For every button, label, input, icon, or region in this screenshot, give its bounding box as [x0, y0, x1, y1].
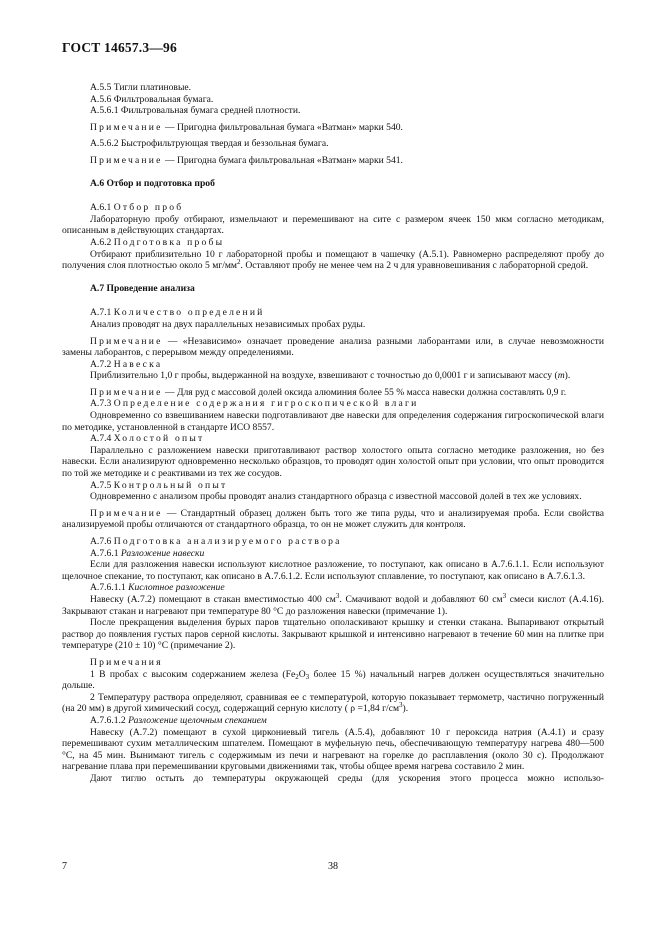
heading-a7-4: А.7.4 Холостой опыт	[90, 433, 205, 445]
item-a5-6-2: А.5.6.2 Быстрофильтрующая твердая и беззольная бумага.	[90, 138, 329, 150]
heading-a7-6-1: А.7.6.1 Разложение навески	[90, 547, 205, 559]
heading-a7-1: А.7.1 Количество определений	[90, 307, 265, 319]
item-a5-6: А.5.6 Фильтровальная бумага.	[90, 93, 214, 105]
note-a7-5: Примечание — Стандартный образец должен быть того же типа руды, что и анализируемая проба. Если свойства анализируемой пробы отличаются от стандартного образца, то он не может служить для контроля.	[62, 507, 604, 531]
note-a7-1: Примечание — «Независимо» означает проведение анализа разными лаборантами или, в случае невозможности замены лаборантов, с перерывом между определениями.	[62, 335, 604, 359]
notes-heading: Примечания	[90, 656, 163, 668]
heading-a7-6-1-2: А.7.6.1.2 Разложение щелочным спеканием	[90, 714, 267, 726]
text-a7-1: Анализ проводят на двух параллельных независимых пробах руды.	[90, 318, 366, 330]
heading-a7-3: А.7.3 Определение содержания гигроскопической влаги	[90, 398, 419, 410]
document-page	[62, 40, 604, 784]
note-label: Примечание	[90, 507, 163, 519]
footer-left-number: 7	[62, 861, 67, 872]
text-a7-6-1: Если для разложения навески используют кислотное разложение, то поступают, как описано в А.7.6.1.1. Если используют щелочное спекание, то поступают, как описано в А.7.6.1.2. Если используют сплавление, то поступают, как описано в А.7.6.1.3.	[62, 559, 604, 582]
note-label: Примечание	[90, 121, 163, 133]
note-label: Примечание	[90, 335, 163, 347]
text-a7-4: Параллельно с разложением навески приготавливают раствор холостого опыта согласно методике разложения, но без навески. Если анализируют одновременно несколько образцов, то проводят один холостой опыт при условии, что опыт проводится по той же методике и с реактивами из тех же сосудов.	[62, 444, 604, 480]
heading-a6-2: А.6.2 Подготовка пробы	[90, 236, 225, 248]
text-a7-6-1-2-p2: Дают тиглю остыть до температуры окружающей среды (для ускорения этого процесса можно использо-	[90, 772, 604, 784]
text-a7-2: Приблизительно 1,0 г пробы, выдержанной на воздухе, взвешивают с точностью до 0,0001 г и записывают массу (m).	[90, 370, 571, 382]
item-a5-6-1: А.5.6.1 Фильтровальная бумага средней плотности.	[90, 105, 301, 117]
note-label: Примечание	[90, 386, 163, 398]
text-a7-6-1-1-p2: После прекращения выделения бурых паров тщательно ополаскивают крышку и стенки стакана. Выпаривают открытый раствор до появления густых паров серной кислоты. Закрывают крышкой и интенсивно нагревают в течение 60 мин на плитке при температуре (210 ± 10) °С (примечание 2).	[62, 617, 604, 652]
heading-a7-6-1-1: А.7.6.1.1 Кислотное разложение	[90, 582, 225, 594]
heading-a7-2: А.7.2 Навеска	[90, 358, 163, 370]
heading-a6-1: А.6.1 Отбор проб	[90, 202, 184, 214]
section-a7-title: А.7 Проведение анализа	[90, 282, 195, 294]
note-a5-6-2: Примечание — Пригодна бумага фильтровальная «Ватман» марки 541.	[90, 154, 403, 166]
text-a6-1: Лабораторную пробу отбирают, измельчают и перемешивают на сите с размером ячеек 150 мкм согласно методикам, описанным в действующих стандартах.	[62, 213, 604, 237]
text-a7-6-1-2-p1: Навеску (А.7.2) помещают в сухой циркониевый тигель (А.5.4), добавляют 10 г пероксида натрия (А.4.1) и сразу перемешивают сухим металлическим шпателем. Помещают в муфельную печь, обеспечивающую температуру нагрева 480—500 °С, на 45 мин. Вынимают тигель с содержимым из печи и нагревают на горелке до расплавления (около 30 с). Продолжают нагревание плава при перемешивании круговыми движениями так, чтобы общее время нагрева составило 2 мин.	[62, 726, 604, 773]
note-1: 1 В пробах с высоким содержанием железа ($Fe_2O_3$ более 15 %) начальный нагрев должен осуществляться значительно дольше.	[62, 668, 604, 692]
page-number: 38	[328, 861, 338, 872]
item-a5-5: А.5.5 Тигли платиновые.	[90, 82, 192, 93]
standard-header: ГОСТ 14657.3—96	[62, 40, 177, 55]
text-a7-5: Одновременно с анализом пробы проводят анализ стандартного образца с известной массовой долей в тех же условиях.	[90, 491, 582, 503]
note-label: Примечание	[90, 154, 163, 166]
note-a7-2: Примечание — Для руд с массовой долей оксида алюминия более 55 % масса навески должна составлять 0,9 г.	[90, 386, 567, 398]
text-a7-6-1-1-p1: Навеску (А.7.2) помещают в стакан вместимостью 400 $см^3$. Смачивают водой и добавляют 60 $см^3$ смеси кислот (А.4.16). Закрывают стакан и нагревают при температуре 80 °С до разложения навески (примечание 1).	[62, 591, 605, 617]
section-a6-title: А.6 Отбор и подготовка проб	[90, 177, 215, 189]
text-a6-2: Отбирают приблизительно 10 г лабораторной пробы и помещают в чашечку (А.5.1). Равномерно распределяют пробу до получения слоя плотностью около 5 $мг/мм^2$. Оставляют пробу не менее чем на 2 ч для уравновешивания с лабораторной средой.	[62, 248, 604, 272]
text-a7-3: Одновременно со взвешиванием навески подготавливают две навески для определения содержания гигроскопической влаги по методике, установленной в стандарте ИСО 8557.	[62, 410, 604, 433]
heading-a7-5: А.7.5 Контрольный опыт	[90, 479, 228, 491]
note-2: 2 Температуру раствора определяют, сравнивая ее с температурой, которую показывает термометр, частично погруженный (на 20 мм) в другой химический сосуд, содержащий серную кислоту ( ρ =1,84 $г/см^3$).	[62, 691, 604, 715]
note-a5-6-1: Примечание — Пригодна фильтровальная бумага «Ватман» марки 540.	[90, 121, 403, 133]
heading-a7-6: А.7.6 Подготовка анализируемого раствора	[90, 536, 342, 547]
